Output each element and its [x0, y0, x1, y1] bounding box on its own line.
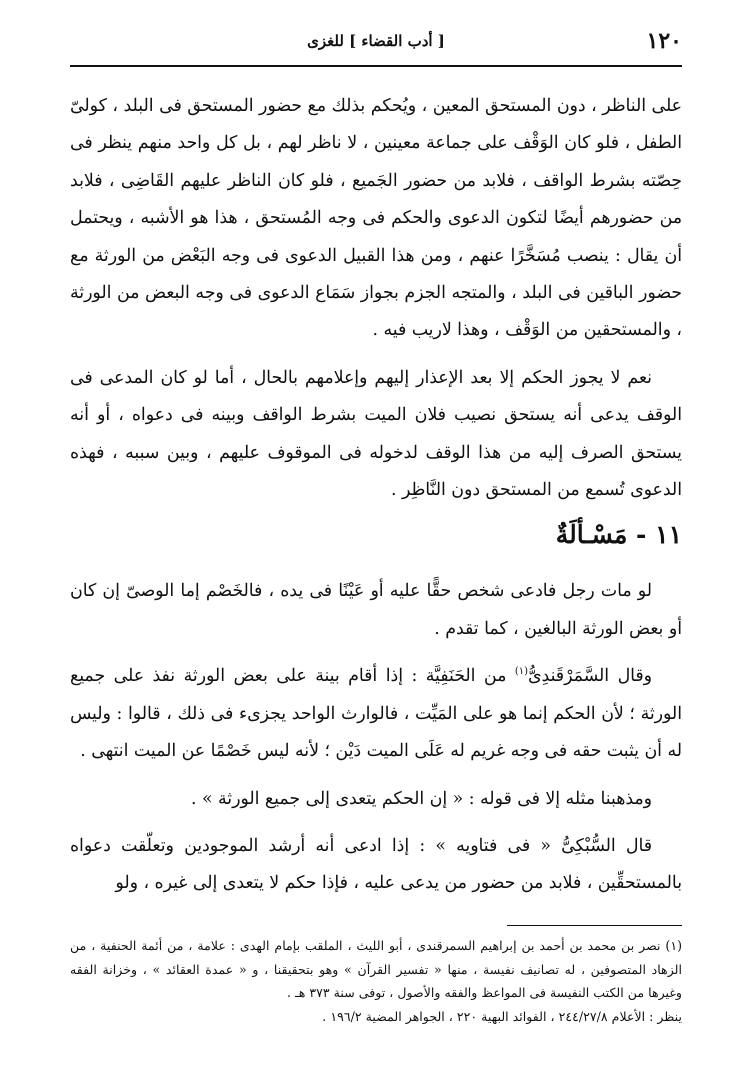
page-number: ١٢٠: [646, 28, 682, 54]
header-rule: [70, 65, 682, 67]
paragraph-4: [70, 658, 682, 770]
footnotes: [70, 934, 682, 1028]
paragraph-4-rest: من الحَنَفِيَّة : إذا أقام بينة على بعض الورثة نفذ على جميع الورثة ؛ لأن الحكم إنما هو على المَيِّت ، فالوارث الواحد يجزىء فى ذلك ، قالوا : وليس له أن يثبت حقه فى وجه غريم له عَلَى الميت دَيْن ؛ لأنه ليس خَصْمًا عن الميت انتهى .: [70, 666, 682, 762]
running-title: [ أدب القضاء ] للغزى: [307, 32, 445, 50]
footnote-rule: [507, 925, 682, 926]
section-heading: ١١ - مَسْـألَةٌ: [555, 520, 682, 550]
paragraph-4-lead: وقال السَّمَرْقَندِىُّ: [528, 666, 652, 687]
footnote-references: ينظر : الأعلام ٢٤٤/٢٧/٨ ، الفوائد البهية ٢٢٠ ، الجواهر المضية ١٩٦/٢ .: [322, 1008, 682, 1024]
page-header: [70, 28, 682, 62]
paragraph-3: لو مات رجل فادعى شخص حقًّا عليه أو عَيْنًا فى يده ، فالخَصْم إما الوصىّ إن كان أو بعض الورثة البالغين ، كما تقدم .: [70, 581, 682, 639]
footnote-reference: (١): [514, 666, 528, 678]
footnote-1: (١) نصر بن محمد بن أحمد بن إبراهيم السمرقندى ، أبو الليث ، الملقب بإمام الهدى : علامة ، من أئمة الحنفية ، من الزهاد المتصوفين ، له تصانيف نفيسة ، منها « تفسير القرآن » وهو بتحقيقنا ، و « عمدة العقائد » ، وخزانة الفقه وغيرها من الكتب النفيسة فى المواعظ والفقه والأصول ، توفى سنة ٣٧٣ هـ .: [70, 938, 682, 1000]
main-text: [70, 88, 682, 903]
paragraph-6: قال السُّبْكِىُّ « فى فتاويه » : إذا ادعى أنه أرشد الموجودين وتعلّقت دعواه بالمستحقِّين ، فلابد من حضور من يدعى عليه ، فإذا حكم لا يتعدى إلى غيره ، ولو: [70, 835, 682, 894]
paragraph-5: ومذهبنا مثله إلا فى قوله : « إن الحكم يتعدى إلى جميع الورثة » .: [190, 788, 652, 809]
paragraph-2: نعم لا يجوز الحكم إلا بعد الإعذار إليهم وإعلامهم بالحال ، أما لو كان المدعى فى الوقف يدعى أنه يستحق نصيب فلان الميت بشرط الواقف وبينه فى دعواه ، أو أنه يستحق الصرف إليه من هذا الوقف لدخوله فى الموقوف عليهم ، وبين سببه ، فهذه الدعوى تُسمع من المستحق دون النَّاظِر .: [70, 367, 682, 501]
paragraph-1: على الناظر ، دون المستحق المعين ، ويُحكم بذلك مع حضور المستحق فى البلد ، كولىّ الطفل ، فلو كان الوَقْف على جماعة معينين ، لا ناظر لهم ، بل كل واحد منهم ينظر فى حِصّته بشرط الواقف ، فلابد من حضور الجَميع ، فلو كان الناظر عليهم القَاضِى ، فلابد من حضورهم أيضًا لتكون الدعوى والحكم فى وجه المُستحق ، هذا هو الأشبه ، ويحتمل أن يقال : ينصب مُسَخَّرًا عنهم ، ومن هذا القبيل الدعوى فى وجه البَعْض من الورثة مع حضور الباقين فى البلد ، والمتجه الجزم بجواز سَمَاع الدعوى فى وجه البعض من الورثة ، والمستحقين من الوَقْف ، وهذا لاريب فيه .: [70, 96, 682, 341]
